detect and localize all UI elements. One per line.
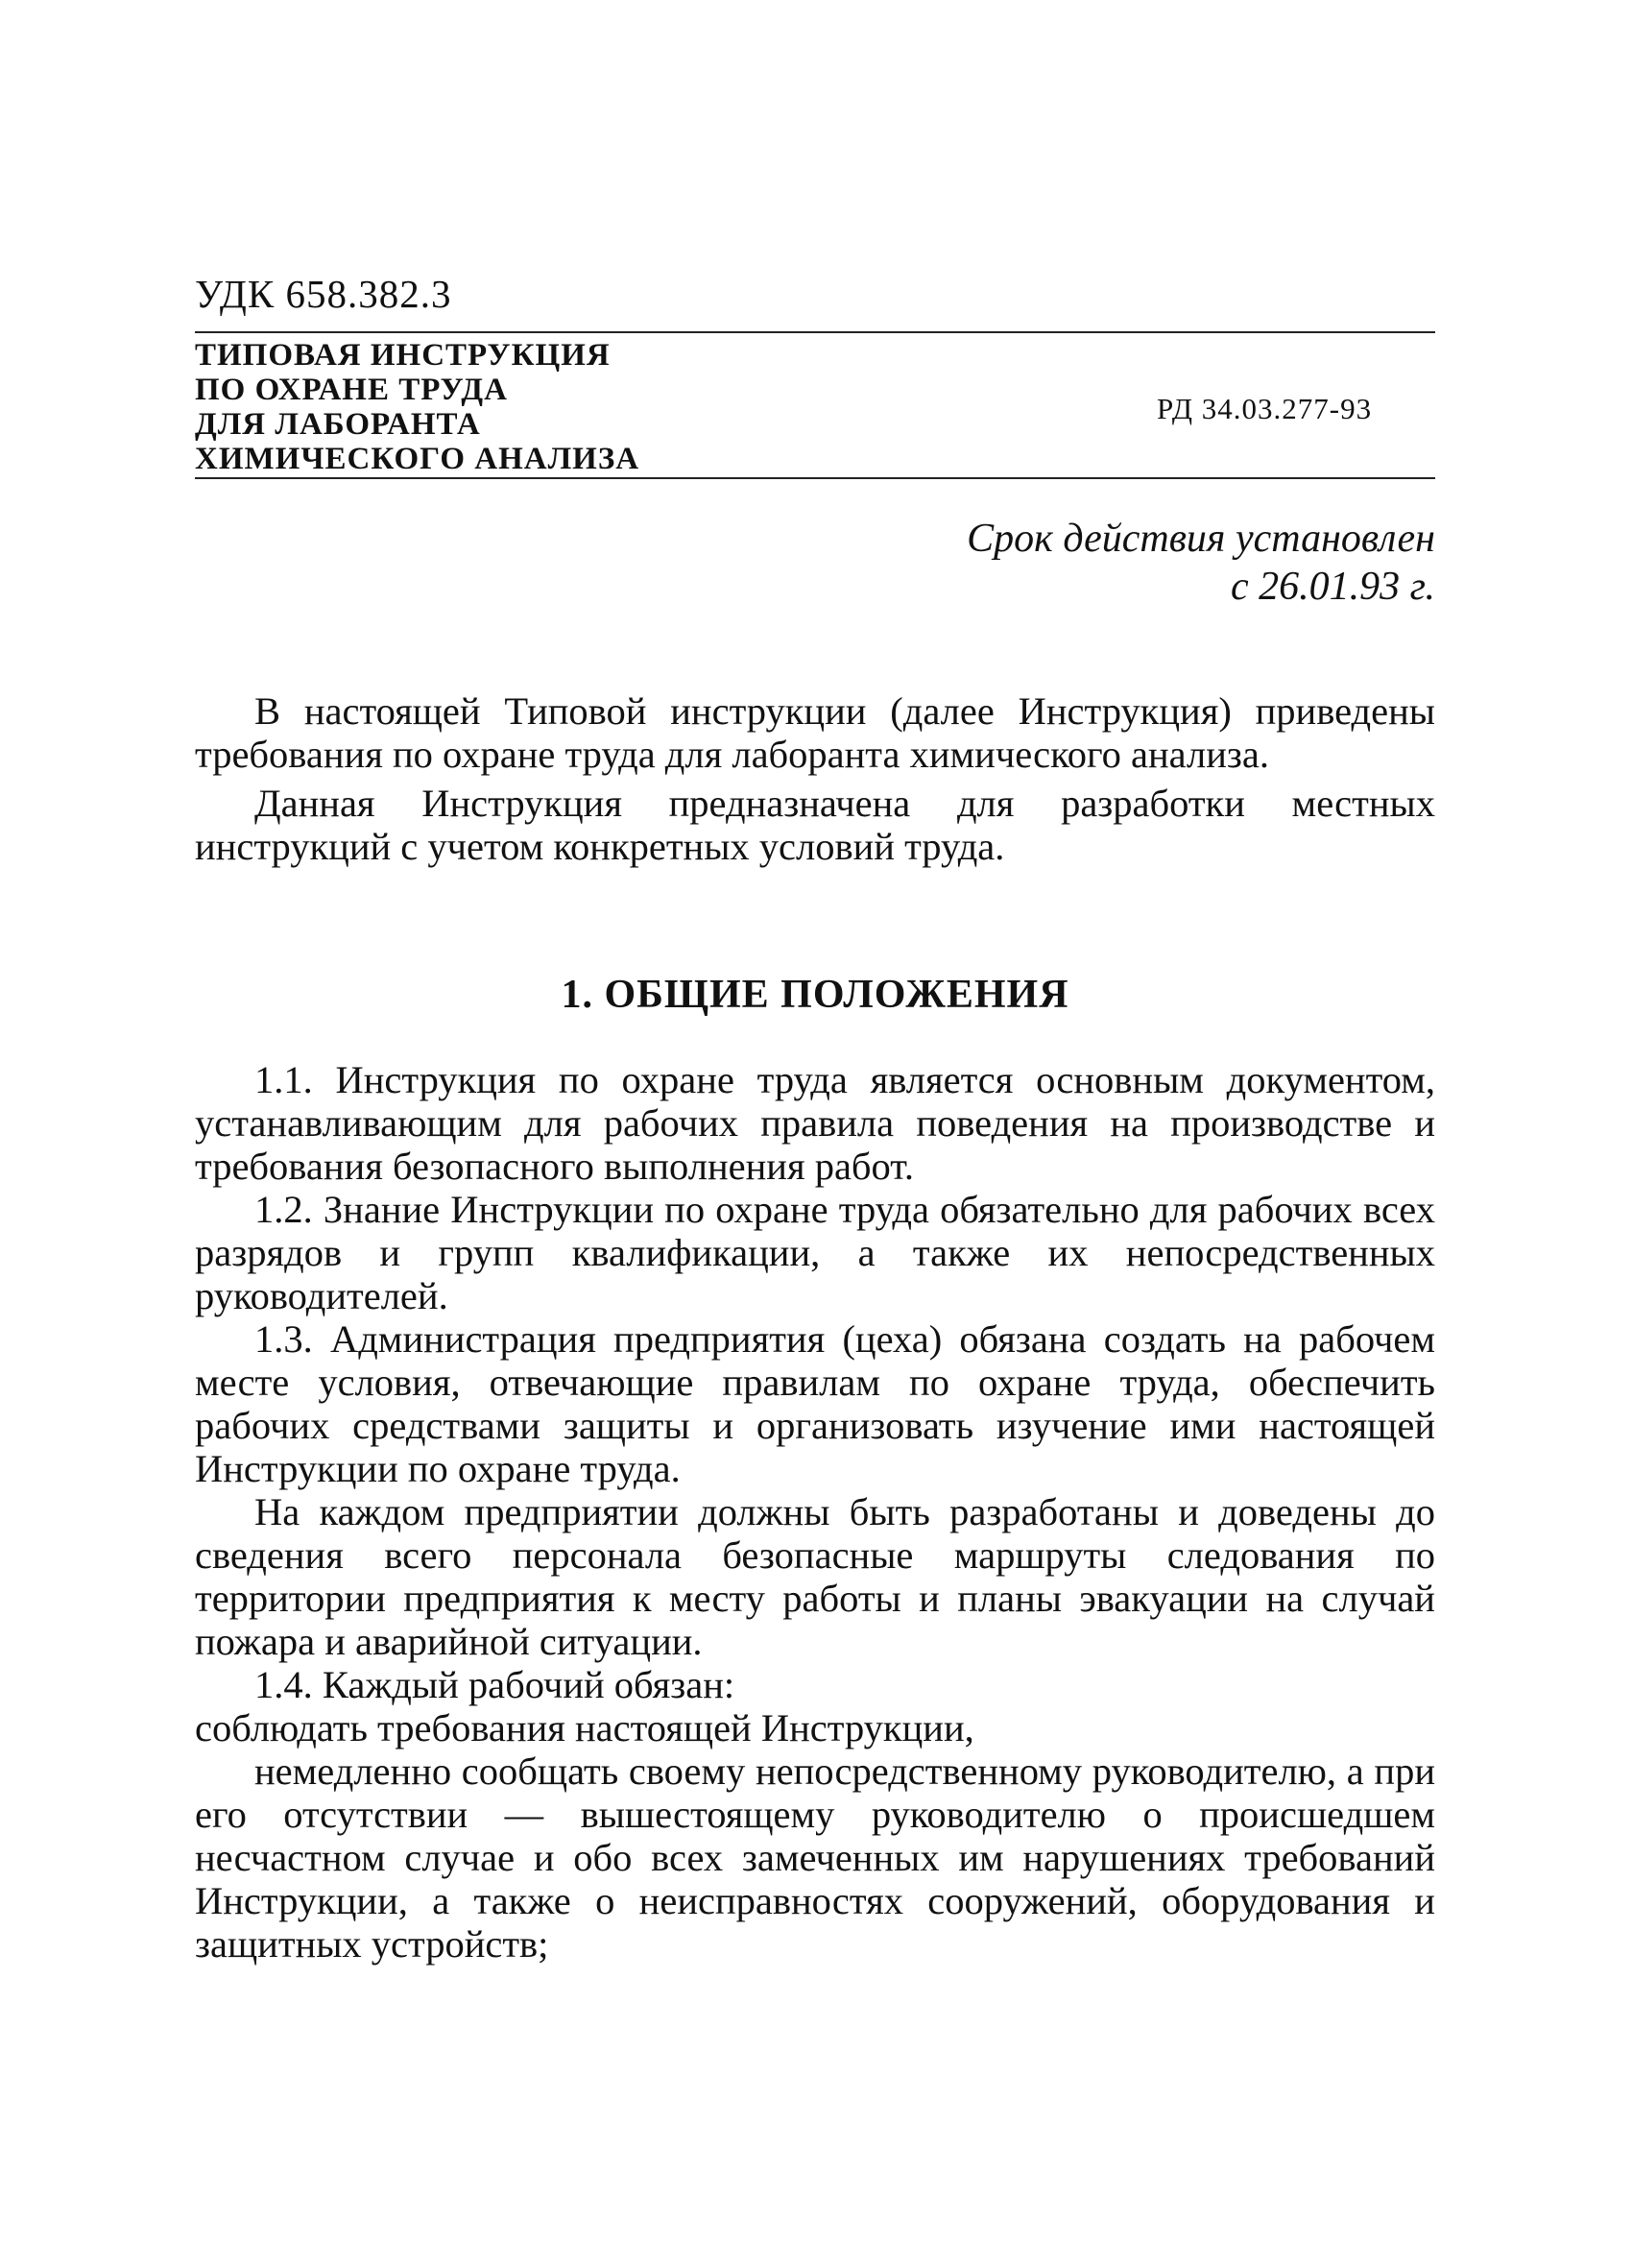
intro-paragraph: Данная Инструкция предназначена для разработки местных инструкций с учетом конкретных условий труда. bbox=[195, 782, 1435, 868]
paragraph-1-3-evacuation: На каждом предприятии должны быть разработаны и доведены до сведения всего персонала безопасные маршруты следования по территории предприятия к месту работы и планы эвакуации на случай пожара и аварийной ситуации. bbox=[195, 1490, 1435, 1663]
validity-note bbox=[967, 515, 1435, 611]
header-rule-bottom bbox=[195, 477, 1435, 479]
title-line: ПО ОХРАНЕ ТРУДА bbox=[195, 373, 508, 407]
paragraph-1-4: 1.4. Каждый рабочий обязан: bbox=[254, 1663, 735, 1706]
udk-code: УДК 658.382.3 bbox=[195, 272, 452, 316]
validity-line: Срок действия установлен bbox=[967, 517, 1435, 561]
document-title bbox=[195, 338, 639, 476]
intro-paragraph: В настоящей Типовой инструкции (далее Инструкция) приведены требования по охране труда для лаборанта химического анализа. bbox=[195, 689, 1435, 776]
list-item: соблюдать требования настоящей Инструкции, bbox=[195, 1706, 974, 1749]
paragraph-1-1: 1.1. Инструкция по охране труда является основным документом, устанавливающим для рабочих правила поведения на производстве и требования безопасного выполнения работ. bbox=[195, 1058, 1435, 1188]
title-line: ДЛЯ ЛАБОРАНТА bbox=[195, 407, 481, 442]
list-item: немедленно сообщать своему непосредственному руководителю, а при его отсутствии — вышестоящему руководителю о происшедшем несчастном случае и обо всех замеченных им нарушениях требований Инструкции, а также о неисправностях сооружений, оборудования и защитных устройств; bbox=[195, 1749, 1435, 1966]
title-line: ХИМИЧЕСКОГО АНАЛИЗА bbox=[195, 442, 640, 476]
header-rule-top bbox=[195, 331, 1435, 333]
section-body bbox=[195, 1058, 1435, 1966]
title-line: ТИПОВАЯ ИНСТРУКЦИЯ bbox=[195, 338, 611, 373]
intro-text bbox=[195, 689, 1435, 868]
validity-date: с 26.01.93 г. bbox=[1231, 565, 1435, 609]
paragraph-1-2: 1.2. Знание Инструкции по охране труда обязательно для рабочих всех разрядов и групп квалификации, а также их непосредственных руководителей. bbox=[195, 1188, 1435, 1317]
document-code: РД 34.03.277-93 bbox=[1157, 392, 1373, 425]
paragraph-1-3: 1.3. Администрация предприятия (цеха) обязана создать на рабочем месте условия, отвечающие правилам по охране труда, обеспечить рабочих средствами защиты и организовать изучение ими настоящей Инструкции по охране труда. bbox=[195, 1317, 1435, 1490]
section-heading: 1. ОБЩИЕ ПОЛОЖЕНИЯ bbox=[561, 973, 1069, 1017]
